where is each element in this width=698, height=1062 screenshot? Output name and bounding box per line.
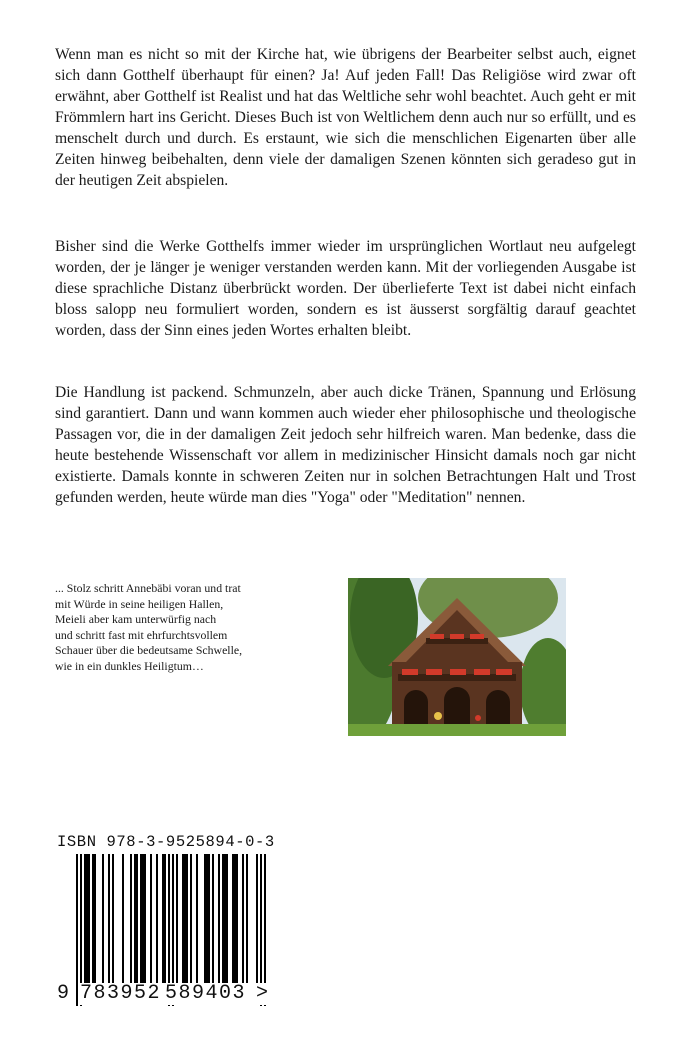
barcode-bar	[140, 854, 142, 990]
barcode-first-digit: 9	[57, 982, 70, 1005]
quote-line: und schritt fast mit ehrfurchtsvollem	[55, 627, 228, 642]
barcode-bar	[88, 854, 90, 990]
barcode-bar	[186, 854, 188, 990]
quote-line: ... Stolz schritt Annebäbi voran und trat	[55, 581, 241, 595]
barcode-bar	[164, 854, 166, 990]
photo-flowers	[430, 634, 444, 639]
quote-line: wie in ein dunkles Heiligtum…	[55, 658, 204, 673]
barcode-bar	[122, 854, 124, 990]
barcode-bar	[162, 854, 164, 990]
farmhouse-photo	[348, 578, 566, 736]
photo-flowers	[434, 712, 442, 720]
barcode-bar	[108, 854, 110, 990]
photo-balcony-lower	[398, 674, 516, 681]
barcode-bar	[222, 854, 224, 990]
barcode-bar	[234, 854, 236, 990]
barcode-right-digits: 589403	[165, 982, 247, 1005]
barcode-bar	[130, 854, 132, 990]
barcode-bar	[92, 854, 94, 990]
barcode-bar	[86, 854, 88, 990]
barcode-bar	[236, 854, 238, 990]
barcode-bar	[246, 854, 248, 990]
blurb-paragraph-3: Die Handlung ist packend. Schmunzeln, aber auch dicke Tränen, Spannung und Erlösung sind garantiert. Dann und wann kommen auch wieder eher philosophische und theologische Passagen vor, die in der damaligen Zeit jedoch sehr hilfreich waren. Man bedenke, dass die heute bestehende Wissenschaft vor allem in medizinischer Hinsicht damals noch gar nicht existierte. Damals konnte in schweren Zeiten nur in solchen Betrachtungen Halt und Trost gefunden werden, heute würde man dies "Yoga" oder "Meditation" nennen.	[55, 384, 636, 506]
blurb-paragraph-1: Wenn man es nicht so mit der Kirche hat, wie übrigens der Bearbeiter selbst auch, eignet sich dann Gotthelf überhaupt für einen? Ja! Auf jeden Fall! Das Religiöse wird zwar oft erwähnt, aber Gotthelf ist Realist und hat das Weltliche sehr wohl beachtet. Auch geht er mit Frömmlern hart ins Gericht. Dieses Buch ist von Weltlichem denn auch nur so erfüllt, und es menschelt durch und durch. Es erstaunt, wie sich die menschlichen Eigenarten über alle Zeiten hinweg beibehalten, denn viele der damaligen Szenen könnten sich geradeso gut in der heutigen Zeit abspielen.	[55, 46, 636, 189]
barcode-bar	[84, 854, 86, 990]
photo-flowers	[402, 669, 418, 675]
barcode-bar	[224, 854, 226, 990]
isbn-label: ISBN 978-3-9525894-0-3	[57, 833, 275, 851]
photo-flowers	[426, 669, 442, 675]
barcode-bar	[242, 854, 244, 990]
photo-lawn	[348, 724, 566, 736]
barcode-bar	[190, 854, 192, 990]
quote-line: mit Würde in seine heiligen Hallen,	[55, 596, 224, 611]
barcode-bar	[212, 854, 214, 990]
barcode-bar	[196, 854, 198, 990]
barcode-bar	[112, 854, 114, 990]
photo-flowers	[475, 715, 481, 721]
barcode-bar	[232, 854, 234, 990]
barcode-bar	[184, 854, 186, 990]
photo-flowers	[470, 634, 484, 639]
photo-door-arches	[404, 687, 510, 724]
book-excerpt-quote	[55, 581, 315, 675]
quote-line: Meieli aber kam unterwürfig nach	[55, 612, 217, 627]
quote-line: Schauer über die bedeutsame Schwelle,	[55, 643, 243, 658]
barcode-bar	[218, 854, 220, 990]
barcode-bar	[256, 854, 258, 990]
barcode-bar	[226, 854, 228, 990]
photo-flowers	[474, 669, 490, 675]
barcode-bar	[208, 854, 210, 990]
barcode-bar	[142, 854, 144, 990]
barcode-bar	[102, 854, 104, 990]
barcode-bar	[156, 854, 158, 990]
photo-flowers	[450, 634, 464, 639]
barcode-bar	[134, 854, 136, 990]
barcode-bar	[136, 854, 138, 990]
barcode-bar	[204, 854, 206, 990]
blurb-paragraph-2: Bisher sind die Werke Gotthelfs immer wieder im ursprünglichen Wortlaut neu aufgelegt worden, der je länger je weniger verstanden werden kann. Mit der vorliegenden Ausgabe ist diese sprachliche Distanz überbrückt worden. Der überlieferte Text ist dabei nicht einfach bloss salopp neu formuliert worden, sondern es ist äusserst sorgfältig darauf geachtet worden, dass der Sinn eines jeden Wortes erhalten bleibt.	[55, 238, 636, 339]
barcode-bar	[94, 854, 96, 990]
barcode-bar	[182, 854, 184, 990]
barcode-left-digits: 783952	[80, 982, 162, 1005]
barcode-bar	[150, 854, 152, 990]
photo-flowers	[450, 669, 466, 675]
barcode-bar	[176, 854, 178, 990]
barcode-quiet-zone-mark: >	[256, 982, 269, 1005]
barcode-bar	[144, 854, 146, 990]
photo-flowers	[496, 669, 512, 675]
barcode-bar	[206, 854, 208, 990]
